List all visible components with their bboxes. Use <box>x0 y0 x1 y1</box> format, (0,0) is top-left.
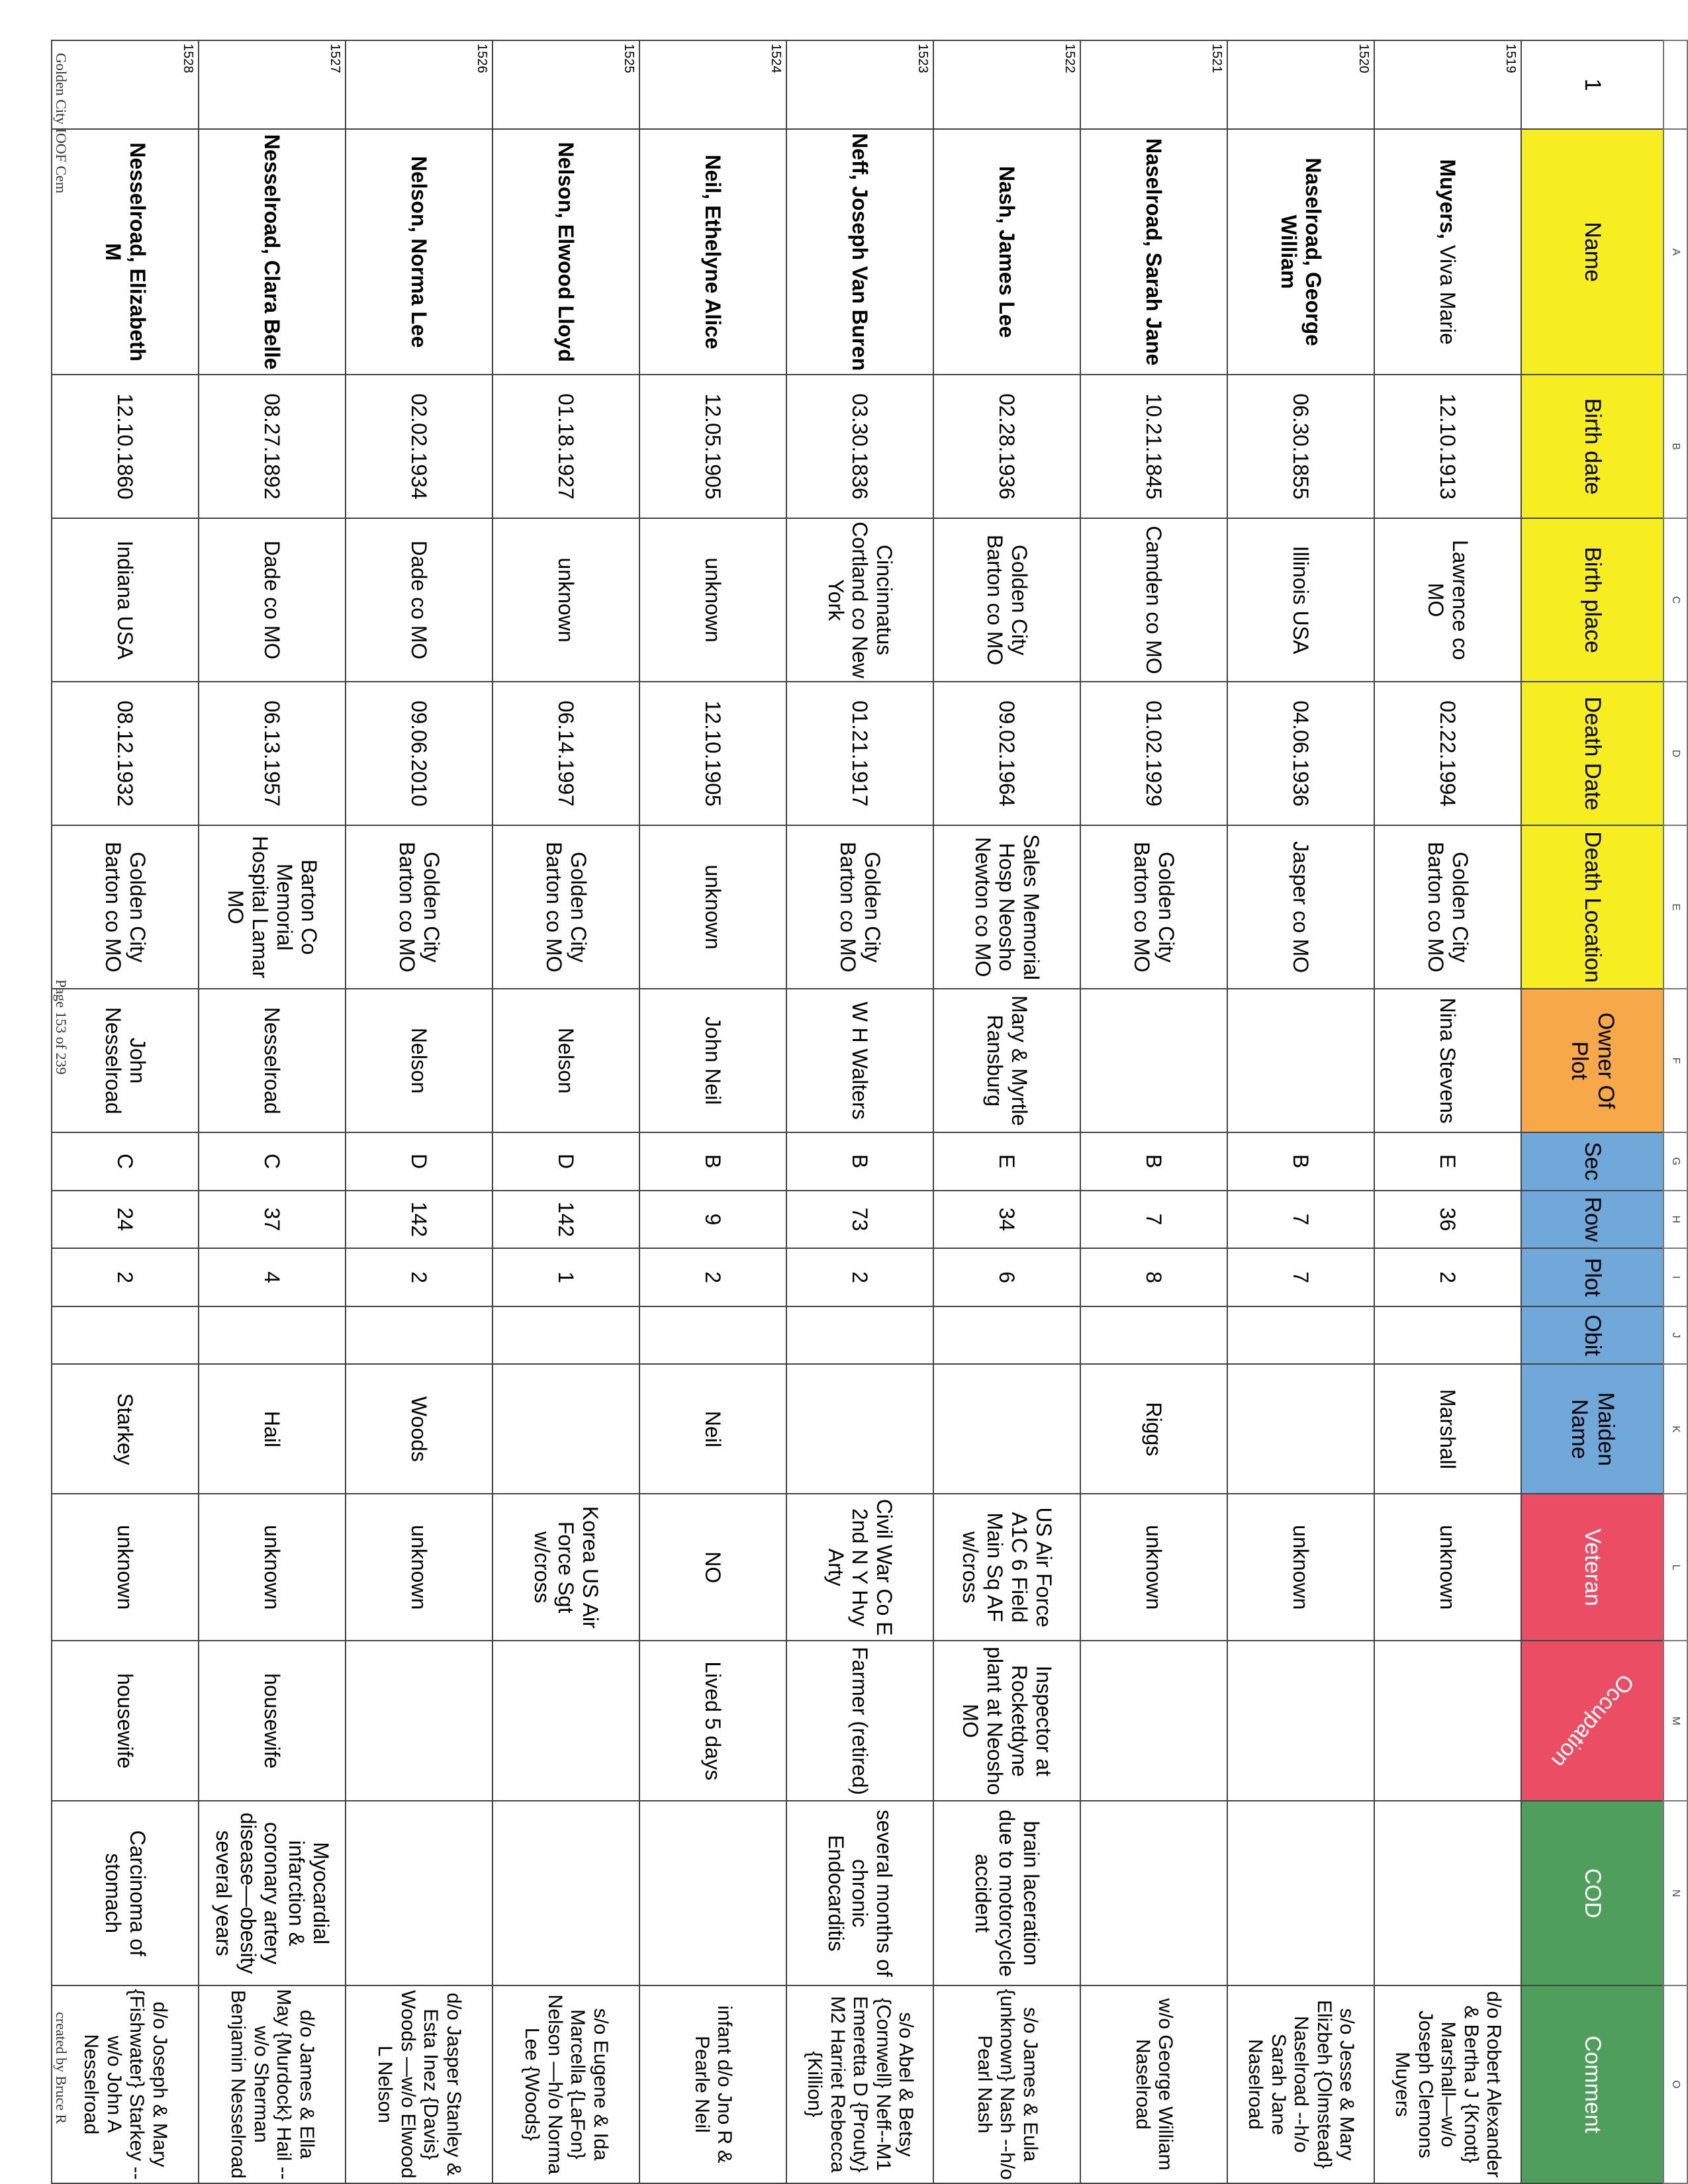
record-row: 24 <box>52 1191 199 1249</box>
record-owner: W H Walters <box>786 989 933 1132</box>
record-name <box>492 129 639 375</box>
column-letter: I <box>1664 1248 1687 1306</box>
record-birth-date: 08.27.1892 <box>199 375 346 518</box>
record-cod: Carcinoma of stomach <box>52 1801 199 1985</box>
record-occupation: housewife <box>199 1641 346 1801</box>
record-veteran: unknown <box>52 1494 199 1641</box>
record-maiden-name: Woods <box>346 1364 492 1494</box>
column-letter: O <box>1664 1985 1687 2183</box>
record-id: 1528 <box>52 40 199 129</box>
record-sec: C <box>199 1132 346 1191</box>
table-row <box>492 40 639 2183</box>
record-cod <box>1080 1801 1227 1985</box>
record-owner: Nelson <box>346 989 492 1132</box>
record-name <box>346 129 492 375</box>
record-owner: Nelson <box>492 989 639 1132</box>
record-sec: E <box>933 1132 1080 1191</box>
footer-page-number: Page 153 of 239 <box>53 979 70 1075</box>
record-id: 1519 <box>1374 40 1521 129</box>
record-row: 7 <box>1227 1191 1374 1249</box>
table-row <box>933 40 1080 2183</box>
record-id: 1521 <box>1080 40 1227 129</box>
record-obit <box>639 1306 786 1365</box>
record-obit <box>199 1306 346 1365</box>
record-sec: C <box>52 1132 199 1191</box>
column-letter: A <box>1664 129 1687 375</box>
header-birth-date: Birth date <box>1521 375 1664 518</box>
record-occupation: Lived 5 days <box>639 1641 786 1801</box>
record-occupation: housewife <box>52 1641 199 1801</box>
record-name <box>1080 129 1227 375</box>
record-plot: 4 <box>199 1248 346 1306</box>
header-sec: Sec <box>1521 1132 1664 1191</box>
record-veteran: unknown <box>346 1494 492 1641</box>
record-plot: 2 <box>639 1248 786 1306</box>
record-comment: d/o Robert Alexander & Bertha J {Knott} Marshall—w/o Joseph Clemons Muyers <box>1374 1985 1521 2183</box>
record-comment: s/o Abel & Betsy {Cornwell} Neff--M1 Emeretta D {Prouty} M2 Harriet Rebecca {Killion} <box>786 1985 933 2183</box>
record-birth-date: 01.18.1927 <box>492 375 639 518</box>
record-obit <box>1374 1306 1521 1365</box>
column-letter: K <box>1664 1364 1687 1494</box>
record-sec: D <box>346 1132 492 1191</box>
record-cod: Myocardial infarction & coronary artery disease—obesity several years <box>199 1801 346 1985</box>
record-plot: 8 <box>1080 1248 1227 1306</box>
record-id: 1526 <box>346 40 492 129</box>
record-surname: Muyers, <box>1436 159 1460 240</box>
record-obit <box>492 1306 639 1365</box>
header-cod: COD <box>1521 1801 1664 1985</box>
record-cod <box>639 1801 786 1985</box>
record-plot: 7 <box>1227 1248 1374 1306</box>
record-surname: Naselroad, Sarah Jane <box>1142 138 1166 366</box>
record-cod: brain laceration due to motorcycle accident <box>933 1801 1080 1985</box>
record-birth-place: Illinois USA <box>1227 518 1374 682</box>
record-death-location: Jasper co MO <box>1227 825 1374 989</box>
record-veteran: Civil War Co E 2nd N Y Hvy Arty <box>786 1494 933 1641</box>
record-comment: s/o Jesse & Mary Elizbeh {Olmstead} Naselroad --h/o Sarah Jane Naselroad <box>1227 1985 1374 2183</box>
record-name <box>639 129 786 375</box>
record-owner: John Neil <box>639 989 786 1132</box>
record-id: 1525 <box>492 40 639 129</box>
table-row <box>786 40 933 2183</box>
header-birth-place: Birth place <box>1521 518 1664 682</box>
header-plot: Plot <box>1521 1248 1664 1306</box>
record-surname: Nelson, Norma Lee <box>407 156 432 348</box>
record-sec: D <box>492 1132 639 1191</box>
record-death-date: 04.06.1936 <box>1227 682 1374 825</box>
record-veteran: unknown <box>1227 1494 1374 1641</box>
record-birth-date: 03.30.1836 <box>786 375 933 518</box>
record-maiden-name: Neil <box>639 1364 786 1494</box>
record-birth-date: 06.30.1855 <box>1227 375 1374 518</box>
record-birth-place: Lawrence co MO <box>1374 518 1521 682</box>
record-veteran: unknown <box>1080 1494 1227 1641</box>
record-sec: B <box>786 1132 933 1191</box>
record-death-location: Golden City Barton co MO <box>1374 825 1521 989</box>
record-comment: infant d/o Jno R & Pearle Neil <box>639 1985 786 2183</box>
record-surname: Nesselroad, Elizabeth M <box>101 142 150 362</box>
header-row <box>1521 40 1664 2183</box>
record-birth-place: Camden co MO <box>1080 518 1227 682</box>
column-letter: H <box>1664 1191 1687 1249</box>
table-row <box>1080 40 1227 2183</box>
record-comment: w/o George William Naselroad <box>1080 1985 1227 2183</box>
record-occupation <box>1080 1641 1227 1801</box>
record-occupation <box>1374 1641 1521 1801</box>
record-obit <box>346 1306 492 1365</box>
record-plot: 6 <box>933 1248 1080 1306</box>
record-name <box>199 129 346 375</box>
record-maiden-name: Riggs <box>1080 1364 1227 1494</box>
record-owner: Mary & Myrtle Ransburg <box>933 989 1080 1132</box>
record-name <box>52 129 199 375</box>
record-death-date: 09.02.1964 <box>933 682 1080 825</box>
column-letter: C <box>1664 518 1687 682</box>
record-death-date: 08.12.1932 <box>52 682 199 825</box>
record-plot: 2 <box>346 1248 492 1306</box>
record-row: 37 <box>199 1191 346 1249</box>
record-comment: s/o Eugene & Ida Marcella {LaFon} Nelson —h/o Norma Lee {Woods} <box>492 1985 639 2183</box>
record-id: 1527 <box>199 40 346 129</box>
header-row: Row <box>1521 1191 1664 1249</box>
column-letter: D <box>1664 682 1687 825</box>
record-sec: E <box>1374 1132 1521 1191</box>
record-birth-place: Cincinnatus Cortland co New York <box>786 518 933 682</box>
record-death-date: 06.13.1957 <box>199 682 346 825</box>
records-grid <box>80 40 1688 2184</box>
record-comment: d/o Jasper Stanley & Esta Inez {Davis} Woods —w/o Elwood L Nelson <box>346 1985 492 2183</box>
record-surname: Nash, James Lee <box>995 165 1019 338</box>
record-maiden-name <box>786 1364 933 1494</box>
record-name <box>1227 129 1374 375</box>
record-death-date: 12.10.1905 <box>639 682 786 825</box>
column-letter-row <box>1664 40 1687 2183</box>
column-letter: G <box>1664 1132 1687 1191</box>
record-owner <box>1080 989 1227 1132</box>
record-sec: B <box>1227 1132 1374 1191</box>
record-row: 7 <box>1080 1191 1227 1249</box>
record-death-location: Barton Co Memorial Hospital Lamar MO <box>199 825 346 989</box>
record-comment: d/o James & Ella May {Murdock} Hail --w/o Sherman Benjamin Nesselroad <box>199 1985 346 2183</box>
record-surname: Nesselroad, Clara Belle <box>260 134 285 370</box>
record-name <box>1374 129 1521 375</box>
record-death-date: 02.22.1994 <box>1374 682 1521 825</box>
record-birth-place: Dade co MO <box>346 518 492 682</box>
record-death-location: Golden City Barton co MO <box>786 825 933 989</box>
column-letter: J <box>1664 1306 1687 1365</box>
record-surname: Nelson, Elwood Lloyd <box>554 142 579 362</box>
record-death-location: unknown <box>639 825 786 989</box>
record-death-date: 06.14.1997 <box>492 682 639 825</box>
record-birth-place: unknown <box>639 518 786 682</box>
record-death-date: 01.21.1917 <box>786 682 933 825</box>
record-death-location: Golden City Barton co MO <box>1080 825 1227 989</box>
header-occupation-label: Occupation <box>1546 1669 1639 1773</box>
record-birth-date: 10.21.1845 <box>1080 375 1227 518</box>
record-sec: B <box>1080 1132 1227 1191</box>
header-occupation <box>1521 1641 1664 1801</box>
header-row-number: 1 <box>1521 40 1664 129</box>
record-birth-place: Dade co MO <box>199 518 346 682</box>
record-obit <box>786 1306 933 1365</box>
record-maiden-name <box>492 1364 639 1494</box>
header-veteran: Veteran <box>1521 1494 1664 1641</box>
header-obit: Obit <box>1521 1306 1664 1365</box>
record-cod <box>1374 1801 1521 1985</box>
record-id: 1520 <box>1227 40 1374 129</box>
record-row: 142 <box>492 1191 639 1249</box>
record-occupation <box>1227 1641 1374 1801</box>
table-row <box>199 40 346 2183</box>
record-death-date: 01.02.1929 <box>1080 682 1227 825</box>
record-obit <box>1080 1306 1227 1365</box>
record-birth-date: 12.05.1905 <box>639 375 786 518</box>
record-death-location: Golden City Barton co MO <box>52 825 199 989</box>
record-name <box>786 129 933 375</box>
record-death-date: 09.06.2010 <box>346 682 492 825</box>
record-obit <box>933 1306 1080 1365</box>
record-row: 36 <box>1374 1191 1521 1249</box>
header-name: Name <box>1521 129 1664 375</box>
record-birth-date: 12.10.1860 <box>52 375 199 518</box>
column-letter: F <box>1664 989 1687 1132</box>
column-letter: M <box>1664 1641 1687 1801</box>
record-occupation: Farmer (retired) <box>786 1641 933 1801</box>
record-plot: 2 <box>1374 1248 1521 1306</box>
table-row <box>639 40 786 2183</box>
header-comment: Comment <box>1521 1985 1664 2183</box>
record-occupation <box>346 1641 492 1801</box>
table-row <box>346 40 492 2183</box>
record-birth-place: unknown <box>492 518 639 682</box>
column-letter: E <box>1664 825 1687 989</box>
record-comment: d/o Joseph & Mary {Fishwater} Starkey --w/o John A Nesselroad <box>52 1985 199 2183</box>
record-plot: 1 <box>492 1248 639 1306</box>
record-veteran: Korea US Air Force Sgt w/cross <box>492 1494 639 1641</box>
record-cod <box>1227 1801 1374 1985</box>
record-surname: Neff, Joseph Van Buren <box>848 133 872 371</box>
table-row <box>1374 40 1521 2183</box>
record-cod <box>346 1801 492 1985</box>
record-given-name: Viva Marie <box>1436 239 1460 345</box>
column-letter <box>1664 40 1687 129</box>
record-surname: Naselroad, George William <box>1277 158 1325 346</box>
record-owner: Nina Stevens <box>1374 989 1521 1132</box>
column-letter: B <box>1664 375 1687 518</box>
record-birth-date: 02.28.1936 <box>933 375 1080 518</box>
record-death-location: Golden City Barton co MO <box>492 825 639 989</box>
table-row <box>1227 40 1374 2183</box>
record-veteran: unknown <box>1374 1494 1521 1641</box>
record-owner <box>1227 989 1374 1132</box>
record-comment: s/o James & Eula {unknown} Nash --h/o Pearl Nash <box>933 1985 1080 2183</box>
record-birth-place: Indiana USA <box>52 518 199 682</box>
record-birth-place: Golden City Barton co MO <box>933 518 1080 682</box>
record-birth-date: 02.02.1934 <box>346 375 492 518</box>
header-maiden-name: Maiden Name <box>1521 1364 1664 1494</box>
column-letter: L <box>1664 1494 1687 1641</box>
footer-cemetery-name: Golden City IOOF Cem <box>53 53 70 194</box>
record-maiden-name: Starkey <box>52 1364 199 1494</box>
footer-creator: created by Bruce R <box>53 2012 70 2124</box>
record-birth-date: 12.10.1913 <box>1374 375 1521 518</box>
record-veteran: US Air Force A1C 6 Field Main Sq AF w/cross <box>933 1494 1080 1641</box>
record-occupation: Inspector at Rocketdyne plant at Neosho MO <box>933 1641 1080 1801</box>
record-name <box>933 129 1080 375</box>
record-id: 1523 <box>786 40 933 129</box>
record-row: 73 <box>786 1191 933 1249</box>
header-death-location: Death Location <box>1521 825 1664 989</box>
records-table <box>51 40 1688 2184</box>
record-maiden-name <box>1227 1364 1374 1494</box>
header-death-date: Death Date <box>1521 682 1664 825</box>
record-obit <box>52 1306 199 1365</box>
record-row: 9 <box>639 1191 786 1249</box>
record-sec: B <box>639 1132 786 1191</box>
table-row <box>52 40 199 2183</box>
record-veteran: unknown <box>199 1494 346 1641</box>
record-row: 34 <box>933 1191 1080 1249</box>
record-occupation <box>492 1641 639 1801</box>
record-id: 1522 <box>933 40 1080 129</box>
record-death-location: Golden City Barton co MO <box>346 825 492 989</box>
record-owner: Nesselroad <box>199 989 346 1132</box>
record-plot: 2 <box>786 1248 933 1306</box>
record-plot: 2 <box>52 1248 199 1306</box>
record-maiden-name <box>933 1364 1080 1494</box>
column-letter: N <box>1664 1801 1687 1985</box>
record-owner: John Nesselroad <box>52 989 199 1132</box>
record-obit <box>1227 1306 1374 1365</box>
record-surname: Neil, Ethelyne Alice <box>701 154 726 349</box>
record-maiden-name: Marshall <box>1374 1364 1521 1494</box>
record-veteran: NO <box>639 1494 786 1641</box>
record-cod <box>492 1801 639 1985</box>
record-maiden-name: Hail <box>199 1364 346 1494</box>
header-owner-of-plot: Owner Of Plot <box>1521 989 1664 1132</box>
record-death-location: Sales Memorial Hosp Neosho Newton co MO <box>933 825 1080 989</box>
record-row: 142 <box>346 1191 492 1249</box>
record-id: 1524 <box>639 40 786 129</box>
record-cod: several months of chronic Endocarditis <box>786 1801 933 1985</box>
